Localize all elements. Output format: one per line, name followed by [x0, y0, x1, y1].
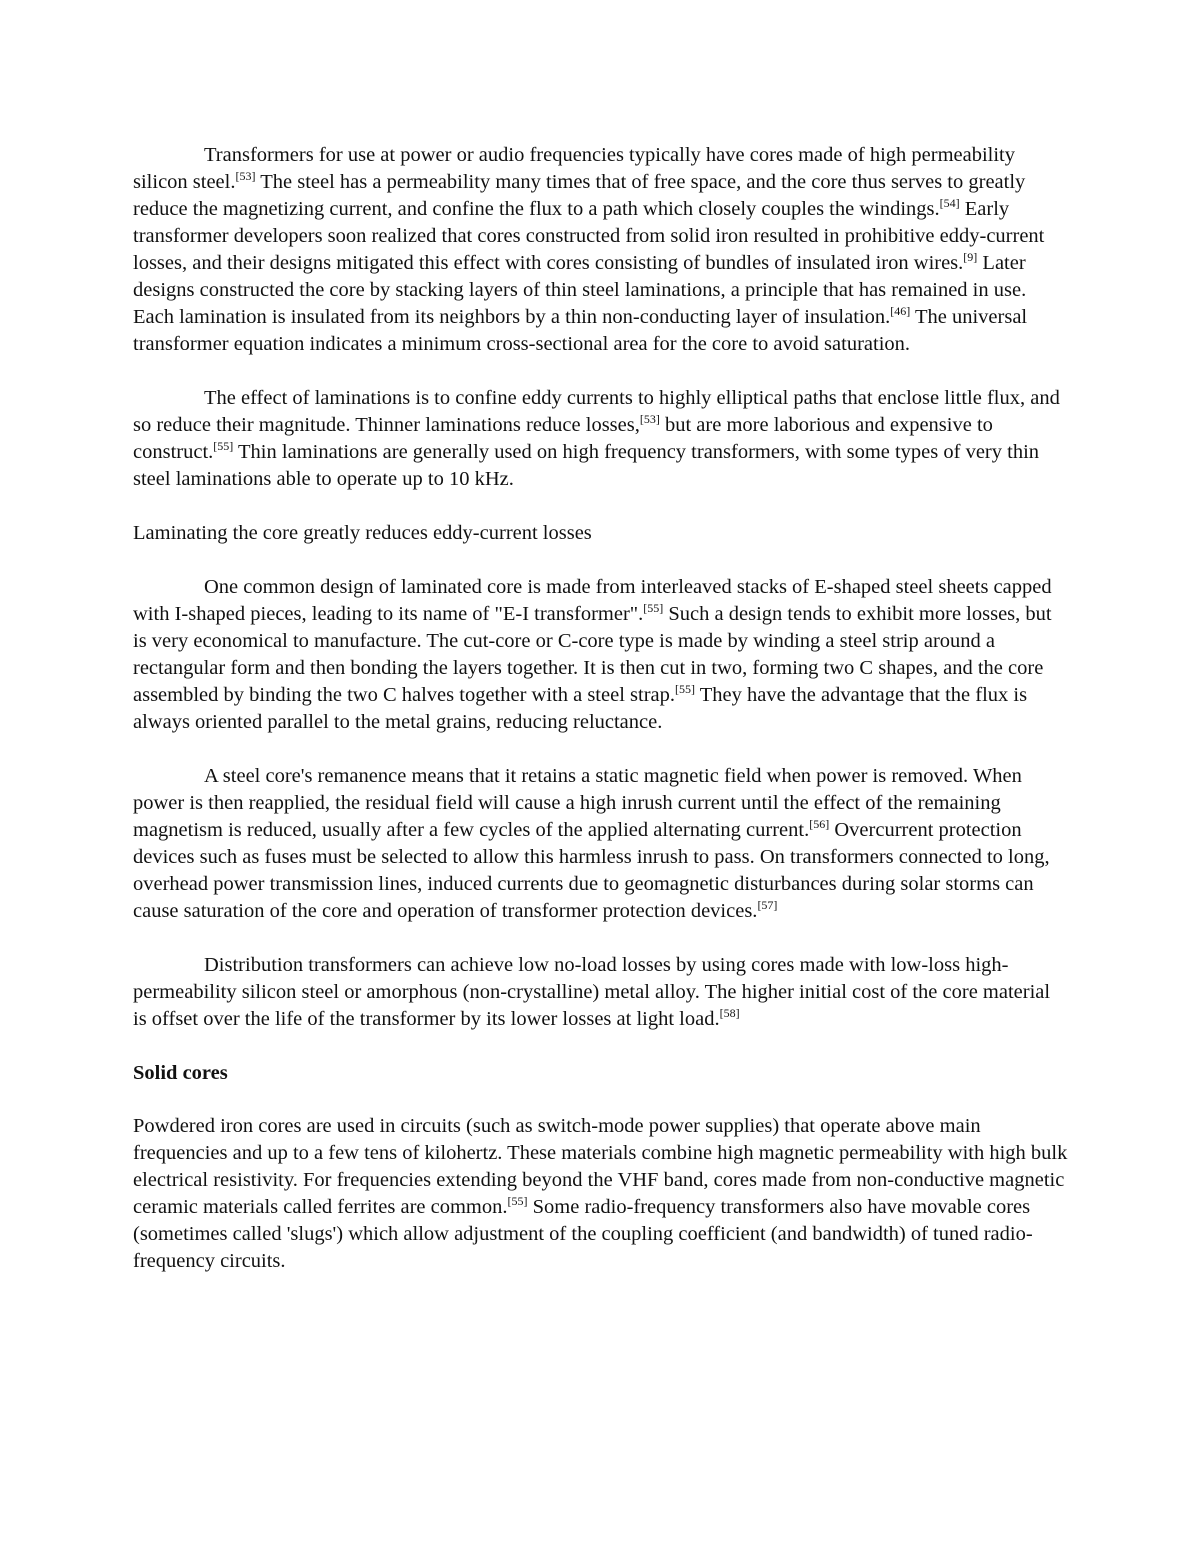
citation-ref[interactable]: [56]: [809, 817, 830, 831]
citation-ref[interactable]: [55]: [213, 439, 234, 453]
text-segment: but are more laborious and expensive to construct.: [133, 414, 993, 463]
figure-caption: Laminating the core greatly reduces eddy-current losses: [133, 522, 592, 544]
text-segment: The effect of laminations is to confine eddy currents to highly elliptical paths that enclose little flux, and so reduce their magnitude. Thinner laminations reduce losses,: [133, 387, 1060, 436]
text-segment: Later designs constructed the core by stacking layers of thin steel laminations, a principle that has remained in use. Each lamination is insulated from its neighbors by a thin non-conducting layer of insulation.: [133, 252, 1027, 328]
section-heading: Solid cores: [133, 1062, 228, 1084]
text-segment: Powdered iron cores are used in circuits (such as switch-mode power supplies) that operate above main frequencies and up to a few tens of kilohertz. These materials combine high magnetic permeability with high bulk electrical resistivity. For frequencies extending beyond the VHF band, cores made from non-conductive magnetic ceramic materials called ferrites are common.: [133, 1115, 1068, 1218]
text-segment: The steel has a permeability many times that of free space, and the core thus serves to greatly reduce the magnetizing current, and confine the flux to a path which closely couples the windings.: [133, 171, 1026, 220]
citation-ref[interactable]: [53]: [639, 412, 660, 426]
citation-ref[interactable]: [53]: [235, 169, 256, 183]
paragraph-distribution-transformers: [133, 952, 1068, 1033]
text-segment: A steel core's remanence means that it retains a static magnetic field when power is removed. When power is then reapplied, the residual field will cause a high inrush current until the effect of the remaining magnetism is reduced, usually after a few cycles of the applied alternating current.: [133, 765, 1022, 841]
document-page: [133, 142, 1068, 1302]
paragraph-ei-transformer: [133, 574, 1068, 736]
citation-ref[interactable]: [55]: [643, 601, 664, 615]
paragraph-powdered-iron-cores: [133, 1113, 1068, 1275]
citation-ref[interactable]: [58]: [719, 1006, 740, 1020]
citation-ref[interactable]: [9]: [963, 250, 978, 264]
text-segment: Some radio-frequency transformers also have movable cores (sometimes called 'slugs') which allow adjustment of the coupling coefficient (and bandwidth) of tuned radio-frequency circuits.: [133, 1196, 1033, 1272]
text-segment: Early transformer developers soon realized that cores constructed from solid iron resulted in prohibitive eddy-current losses, and their designs mitigated this effect with cores consisting of bundles of insulated iron wires.: [133, 198, 1045, 274]
paragraph-laminated-cores-intro: [133, 142, 1068, 358]
text-segment: Transformers for use at power or audio frequencies typically have cores made of high permeability silicon steel.: [133, 144, 1016, 193]
text-segment: Such a design tends to exhibit more losses, but is very economical to manufacture. The cut-core or C-core type is made by winding a steel strip around a rectangular form and then bonding the layers together. It is then cut in two, forming two C shapes, and the core assembled by binding the two C halves together with a steel strap.: [133, 603, 1052, 706]
citation-ref[interactable]: [55]: [675, 682, 695, 696]
text-segment: One common design of laminated core is made from interleaved stacks of E-shaped steel sheets capped with I-shaped pieces, leading to its name of "E-I transformer".: [133, 576, 1052, 625]
text-segment: The universal transformer equation indicates a minimum cross-sectional area for the core to avoid saturation.: [133, 306, 1028, 355]
citation-ref[interactable]: [57]: [757, 898, 778, 912]
paragraph-lamination-effect: [133, 385, 1068, 493]
text-segment: Thin laminations are generally used on high frequency transformers, with some types of very thin steel laminations able to operate up to 10 kHz.: [133, 441, 1040, 490]
paragraph-remanence: [133, 763, 1068, 925]
text-segment: Overcurrent protection devices such as fuses must be selected to allow this harmless inrush to pass. On transformers connected to long, overhead power transmission lines, induced currents due to geomagnetic disturbances during solar storms can cause saturation of the core and operation of transformer protection devices.: [133, 819, 1050, 922]
citation-ref[interactable]: [54]: [939, 196, 960, 210]
text-segment: Distribution transformers can achieve low no-load losses by using cores made with low-loss high-permeability silicon steel or amorphous (non-crystalline) metal alloy. The higher initial cost of the core material is offset over the life of the transformer by its lower losses at light load.: [133, 954, 1051, 1030]
text-segment: They have the advantage that the flux is always oriented parallel to the metal grains, reducing reluctance.: [133, 684, 1028, 733]
citation-ref[interactable]: [55]: [507, 1194, 528, 1208]
citation-ref[interactable]: [46]: [890, 304, 911, 318]
